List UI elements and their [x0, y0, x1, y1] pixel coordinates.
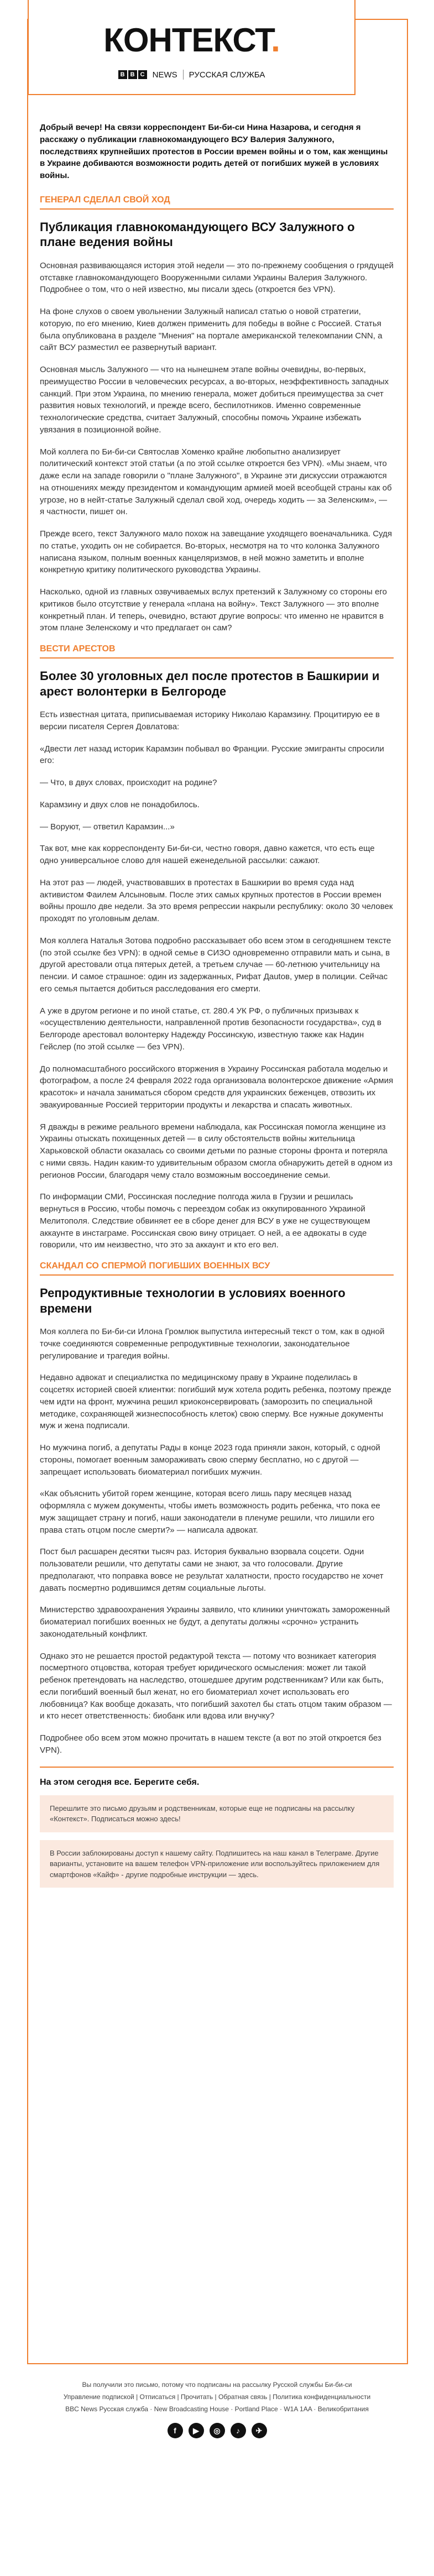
paragraph: Насколько, одной из главных озвучиваемых вслух претензий к Залужному со стороны его критиков было отсутствие у генерала «плана на войну». Текст Залужного — это вполне конкретный план. И теперь, очевидно, встают другие вопросы: что именно не нравится в этом плане Зеленскому и что предлагает он сам?: [40, 587, 387, 633]
section-tag: ГЕНЕРАЛ СДЕЛАЛ СВОЙ ХОД: [40, 195, 170, 205]
bbc-service-label: РУССКАЯ СЛУЖБА: [189, 70, 265, 80]
section-2: [40, 644, 394, 1251]
brand-logo: [29, 21, 354, 59]
youtube-icon[interactable]: ▶: [189, 2423, 204, 2438]
paragraph: До полномасштабного российского вторжения в Украину Россинская работала моделью и фотографом, а после 24 февраля 2022 года организовала волонтерское движение «Армия красоток» и начала заниматься сбором средств для украинских беженцев, отвозить их эвакуированные Россией территории продукты и лекарства и спасать животных.: [40, 1064, 394, 1110]
paragraph: А уже в другом регионе и по иной статье, ст. 280.4 УК РФ, о публичных призывах к «осуществлению деятельности, направленной против безопасности государства», суд в Белгороде арестовал волонтерку Надежду Россинскую, известную также как Надин Гейслер (по этой ссылке — без VPN).: [40, 1006, 381, 1052]
signoff-text: На этом сегодня все. Берегите себя.: [40, 1777, 200, 1787]
bbc-letter-b2: B: [128, 70, 137, 79]
paragraph: Моя коллега Наталья Зотова подробно рассказывает обо всем этом в сегодняшнем тексте (по этой ссылке без VPN): в одной семье в СИЗО одновременно отправили мать и сына, в другой арестовали отца пятерых детей, а третьем случае — 60-летнюю учительницу на пенсии. И самое страшное: один из задержанных, Рифат Дautов, умер в полиции. Сейчас его семья пытается добиться расследования его смерти.: [40, 936, 391, 994]
instagram-icon[interactable]: ◎: [210, 2423, 225, 2438]
section-divider: [40, 657, 394, 659]
section-title: Более 30 уголовных дел после протестов в Башкирии и арест волонтерки в Белгороде: [40, 669, 380, 698]
bbc-brand-row: [29, 70, 354, 80]
paragraph: Основная мысль Залужного — что на нынешнем этапе войны очевидны, во-первых, преимущество России в человеческих ресурсах, а во-вторых, неэффективность западных санкций. При этом Украина, по мнению генерала, может добиться преимущества за счет развития новых технологий, и прежде всего, беспилотников. Именно современные технологические средства, считает Залужный, способны помочь Украине избежать увязания в позиционной войне.: [40, 365, 389, 435]
intro-paragraph: Добрый вечер! На связи корреспондент Би-би-си Нина Назарова, и сегодня я расскажу о публикации главнокомандующего ВСУ Валерия Залужного, последствиях крупнейших протестов в России времен войны и о том, как женщины в Украине добиваются возможности родить детей от погибших мужей в условиях войны.: [40, 123, 388, 180]
tiktok-icon[interactable]: ♪: [231, 2423, 246, 2438]
bbc-news-label: NEWS: [152, 70, 177, 80]
section-divider: [40, 1274, 394, 1276]
paragraph: Подробнее обо всем этом можно прочитать в нашем тексте (а вот по этой откроется без VPN).: [40, 1733, 381, 1755]
paragraph: Пост был расшарен десятки тысяч раз. История буквально взорвала соцсети. Одни пользователи решили, что депутаты сами не знают, за что голосовали. Другие предполагают, что поправка вовсе не результат халатности, просто государство не хочет давать посмертно родившимся детям социальные льготы.: [40, 1547, 384, 1593]
bbc-letter-b1: B: [118, 70, 127, 79]
bbc-letter-c: C: [138, 70, 147, 79]
paragraph: Я дважды в режиме реального времени наблюдала, как Россинская помогла женщине из Украины отыскать похищенных детей — в силу обстоятельств войны жительница Харьковской области оказалась со своими детьми по разные стороны фронта и потеряла с ними связь. Надин каким-то удивительным образом смогла обнаружить детей в одном из регионов России, благодаря чему стало возможным воссоединение семьи.: [40, 1122, 393, 1180]
signoff-divider: [40, 1767, 394, 1768]
masthead: [28, 0, 355, 95]
paragraph: Министерство здравоохранения Украины заявило, что клиники уничтожать замороженный биоматериал погибших военных не будут, а депутаты должны «срочно» устранить законодательный конфликт.: [40, 1605, 390, 1639]
paragraph: Недавно адвокат и специалистка по медицинскому праву в Украине поделилась в соцсетях историей своей клиентки: погибший муж хотела родить ребенка, поэтому прежде чем идти на фронт, мужчина решил криоконсервировать (заморозить по специальной методике, сохраняющей жизнеспособность клеток) свою сперму. Все нужные документы муж и жена подписали.: [40, 1373, 391, 1431]
section-divider: [40, 208, 394, 210]
paragraph: Моя коллега по Би-би-си Илона Громлюк выпустила интересный текст о том, как в одной точке соединяются современные репродуктивные технологии, законодательное регулирование и трагедия войны.: [40, 1327, 385, 1361]
paragraph: Но мужчина погиб, а депутаты Рады в конце 2023 года приняли закон, который, с одной стороны, помогает военным замораживать свою сперму бесплатно, но с другой — запрещает использовать биоматериал погибших мужчин.: [40, 1443, 380, 1477]
section-tag: СКАНДАЛ СО СПЕРМОЙ ПОГИБШИХ ВОЕННЫХ ВСУ: [40, 1261, 270, 1271]
bbc-logo: [118, 70, 147, 79]
paragraph: — Что, в двух словах, происходит на родине?: [40, 778, 217, 787]
section-tag: ВЕСТИ АРЕСТОВ: [40, 644, 116, 654]
paragraph: Однако это не решается простой редактурой текста — потому что возникает категория посмертного отцовства, которая требует юридического осмысления: может ли такой ребенок претендовать на наследство, отошедшее другим родственникам? Или как быть, если погибший военный был женат, но его биоматериал хочет использовать его любовница? Как вообще доказать, что погибший захотел бы стать отцом таким образом — и кто несет ответственность: биобанк или вдова или внучку?: [40, 1651, 392, 1721]
paragraph: Так вот, мне как корреспонденту Би-би-си, честно говоря, давно кажется, что есть еще одно универсальное слово для нашей еженедельной рассылки: сажают.: [40, 844, 375, 865]
main-content: [40, 122, 394, 1895]
paragraph: На фоне слухов о своем увольнении Залужный написал статью о новой стратегии, которую, по его мнению, Киев должен применить для победы в войне с Россией. Статья была опубликована в разделе "Мнения" на портале американской телекомпании CNN, а сайт ВСУ разместил ее развернутый вариант.: [40, 307, 383, 353]
section-title: Репродуктивные технологии в условиях военного времени: [40, 1286, 346, 1315]
section-3: [40, 1261, 394, 1757]
telegram-icon[interactable]: ✈: [252, 2423, 267, 2438]
footer: [27, 2378, 407, 2438]
footer-subscription-note: Вы получили это письмо, потому что подписаны на рассылку Русской службы Би-би-си: [82, 2381, 352, 2389]
logo-dot: .: [271, 22, 280, 59]
facebook-icon[interactable]: f: [168, 2423, 183, 2438]
paragraph: На этот раз — людей, участвовавших в протестах в Башкирии во время суда над активистом Фаилем Алсыновым. После этих самых крупных протестов в России времен войны прошло две недели. За это время репрессии накрыли республику: около 30 человек проходят по уголовным делам.: [40, 877, 393, 923]
logo-text: КОНТЕКСТ: [103, 22, 271, 59]
footer-links[interactable]: Управление подпиской | Отписаться | Прочитать | Обратная связь | Политика конфиденциальности: [63, 2393, 371, 2401]
paragraph: Основная развивающаяся история этой недели — это по-прежнему сообщения о грядущей отставке главнокомандующего Вооруженными силами Украины Валерия Залужного. Подробнее о том, что о ней известно, мы писали здесь (откроется без VPN).: [40, 260, 394, 295]
share-notice: Перешлите это письмо друзьям и родственникам, которые еще не подписаны на рассылку «Контекст». Подписаться можно здесь!: [40, 1795, 394, 1832]
paragraph: «Двести лет назад историк Карамзин побывал во Франции. Русские эмигранты спросили его:: [40, 744, 384, 766]
paragraph: Карамзину и двух слов не понадобилось.: [40, 800, 200, 809]
paragraph: — Воруют, — ответил Карамзин...»: [40, 822, 175, 832]
section-title: Публикация главнокомандующего ВСУ Залужного о плане ведения войны: [40, 220, 355, 249]
footer-address: BBC News Русская служба · New Broadcasting House · Portland Place · W1A 1AA · Великобритания: [65, 2405, 369, 2413]
section-1: [40, 195, 394, 634]
paragraph: Мой коллега по Би-би-си Святослав Хоменко крайне любопытно анализирует политический контекст этой статьи (а по этой ссылке откроется без VPN). «Мы знаем, что даже если на западе говорили о "плане Залужного", в Украине эти дискуссии отражаются на отношениях между президентом и командующим армией моей всеобщей страны как об угрозе, но в нейт-статье Залужный сделал свой ход, очередь ходить — за Зеленским», — я частности, пишет он.: [40, 447, 392, 517]
paragraph: Есть известная цитата, приписываемая историку Николаю Карамзину. Процитирую ее в версии писателя Сергея Довлатова:: [40, 710, 380, 731]
social-links: [27, 2423, 407, 2438]
paragraph: Прежде всего, текст Залужного мало похож на завещание уходящего военачальника. Судя по статье, уходить он не собирается. Во-вторых, несмотря на то что колонка Залужного написана языком, полным военных канцеляризмов, в ней можно заметить и вполне конкретную критику политического руководства Украины.: [40, 529, 392, 575]
paragraph: «Как объяснить убитой горем женщине, которая всего лишь пару месяцев назад оформляла с мужем документы, чтобы иметь возможность родить ребенка, что пока ее муж защищает страну и погиб, наши законодатели в пленуме решили, что лишили его права стать отцом после смерти?» — написала адвокат.: [40, 1489, 380, 1535]
access-notice: В России заблокированы доступ к нашему сайту. Подпишитесь на наш канал в Телеграме. Другие варианты, установите на вашем телефон VPN-приложение или воспользуйтесь приложением для смартфонов «Кайф» - другие подробные инструкции — здесь.: [40, 1840, 394, 1888]
bbc-separator: [183, 70, 184, 80]
paragraph: По информации СМИ, Россинская последние полгода жила в Грузии и решилась вернуться в Россию, чтобы помочь с переездом собак из оккупированного Украиной Мелитополя. Следствие обвиняет ее в сборе денег для ВСУ в уже не существующем аккаунте в инстаграме. Россинская свою вину отрицает. О ней, а ее адвокаты в суде говорили, что им неизвестно, что это за аккаунт и кто его вел.: [40, 1192, 370, 1250]
